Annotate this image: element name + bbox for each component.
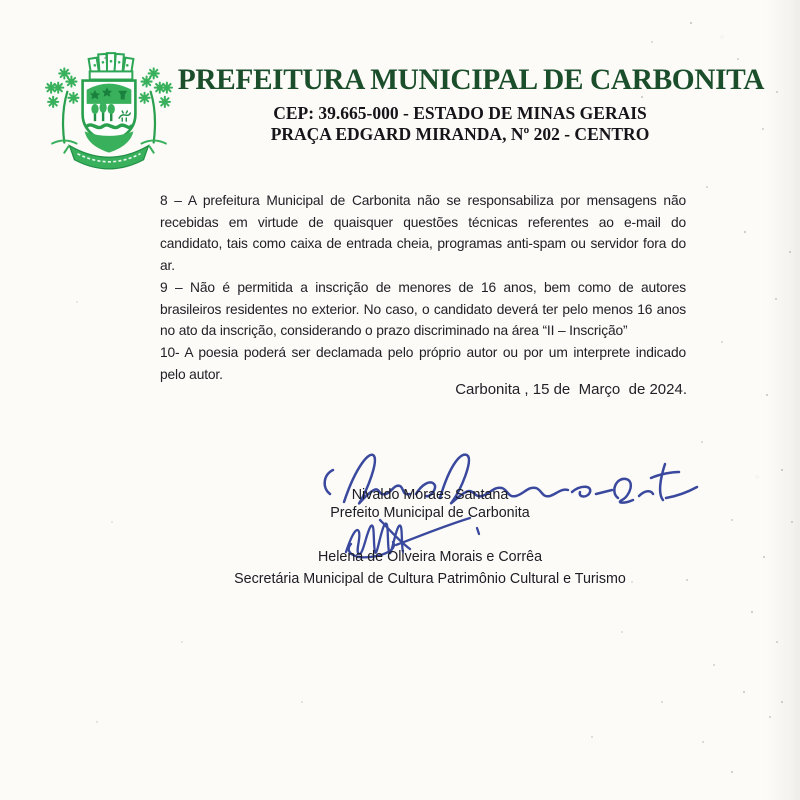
date-line: Carbonita , 15 de Março de 2024. bbox=[455, 381, 687, 398]
signatory-role-secretary: Secretária Municipal de Cultura Patrimônio Cultural e Turismo bbox=[234, 571, 626, 587]
municipal-crest-icon bbox=[44, 44, 174, 176]
clause-10: 10- A poesia poderá ser declamada pelo próprio autor ou por um interprete indicado pelo autor. bbox=[160, 344, 686, 382]
clause-9: 9 – Não é permitida a inscrição de menores de 16 anos, bem como de autores brasileiros residentes no exterior. No caso, o candidato deverá ter pelo menos 16 anos no ato da inscrição, considerando o prazo discriminado na área “II – Inscrição” bbox=[160, 279, 686, 339]
letterhead bbox=[172, 63, 765, 144]
signatory-role-mayor: Prefeito Municipal de Carbonita bbox=[330, 505, 530, 521]
document-body bbox=[160, 190, 686, 385]
clause-8: 8 – A prefeitura Municipal de Carbonita não se responsabiliza por mensagens não recebidas em virtude de quaisquer questões técnicas referentes ao e-mail do candidato, tais como caixa de entrada cheia, programas anti-spam ou servidor fora do ar. bbox=[160, 193, 686, 274]
scan-noise-specks bbox=[0, 0, 2, 2]
signatory-name-secretary: Helena de Oliveira Morais e Corrêa bbox=[317, 549, 543, 565]
address-line-1: CEP: 39.665-000 - ESTADO DE MINAS GERAIS bbox=[273, 103, 647, 123]
address-line-2: PRAÇA EDGARD MIRANDA, Nº 202 - CENTRO bbox=[270, 124, 650, 144]
document-title: PREFEITURA MUNICIPAL DE CARBONITA bbox=[177, 63, 765, 96]
signatory-name-mayor: Nivaldo Moraes Santana bbox=[351, 487, 509, 503]
